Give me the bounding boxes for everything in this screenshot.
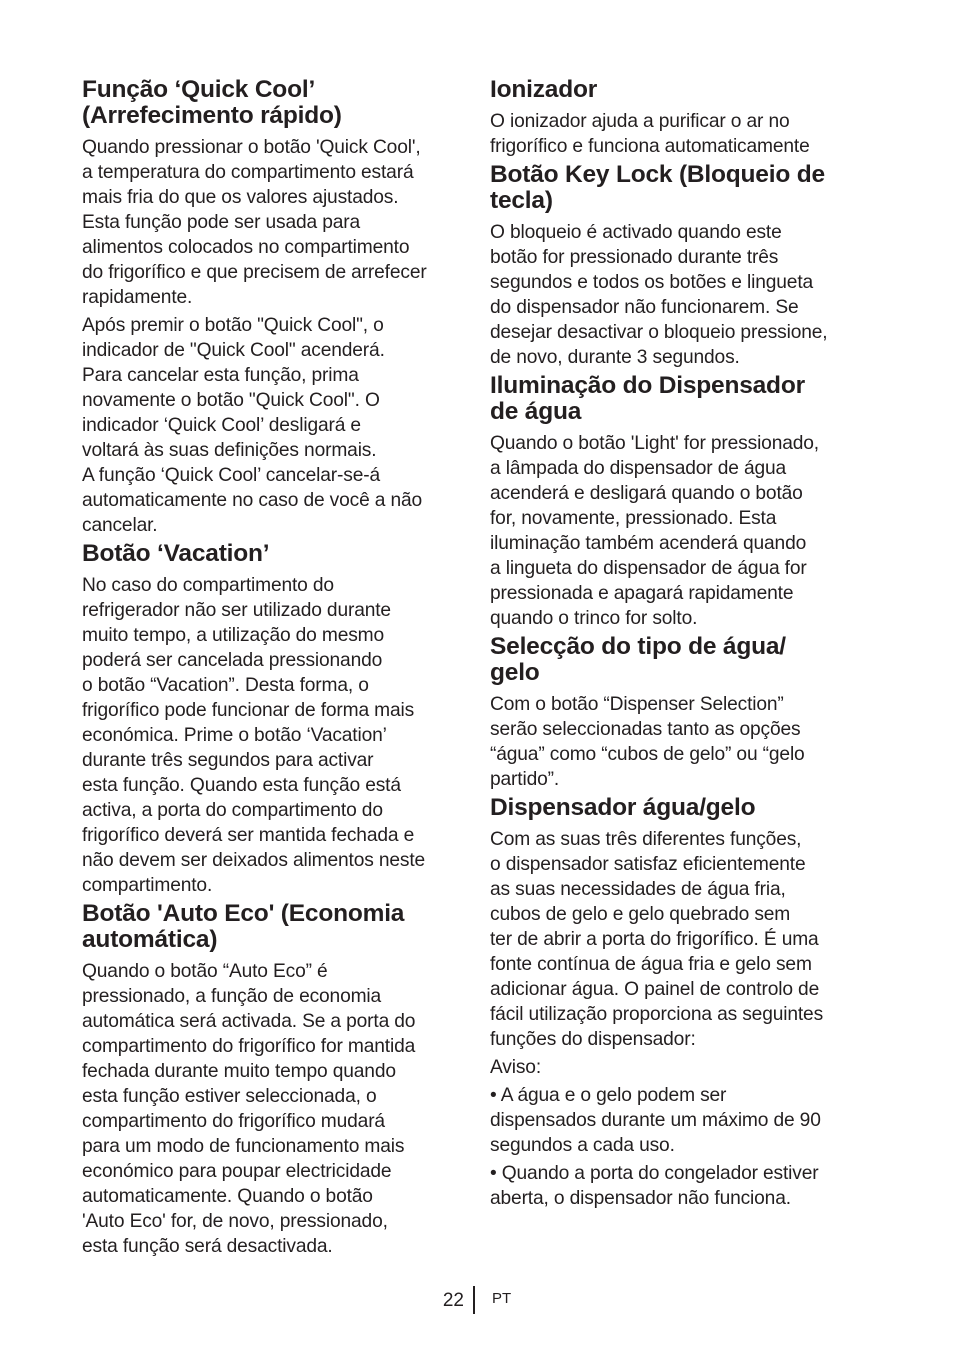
section-quick-cool (82, 77, 466, 538)
paragraph-quick-cool-2: Após premir o botão "Quick Cool", o indicador de "Quick Cool" acenderá. Para cancelar esta função, prima novamente o botão "Quick Cool". O indicador ‘Quick Cool’ desligará e voltará às suas definições normais. A função ‘Quick Cool’ cancelar-se-á automaticamente no caso de você a não cancelar. (82, 315, 423, 536)
paragraph-key-lock: O bloqueio é activado quando este botão for pressionado durante três segundos e todos os botões e lingueta do dispensador não funcionarem. Se desejar desactivar o bloqueio pressione, de novo, durante 3 segundos. (490, 222, 828, 368)
section-seleccao (490, 634, 874, 792)
language-code: PT (492, 1290, 512, 1307)
aviso-label: Aviso: (490, 1057, 542, 1078)
paragraph-iluminacao: Quando o botão 'Light' for pressionado, a lâmpada do dispensador de água acenderá e desligará quando o botão for, novamente, pressionado. Esta iluminação também acenderá quando a lingueta do dispensador de água for pressionada e apagará rapidamente quando o trinco for solto. (490, 433, 819, 629)
left-column (82, 77, 466, 1259)
paragraph-dispensador: Com as suas três diferentes funções, o dispensador satisfaz eficientemente as suas necessidades de água fria, cubos de gelo e gelo quebrado sem ter de abrir a porta do frigorífico. É uma fonte contínua de água fria e gelo sem adicionar água. O painel de controlo de fácil utilização proporciona as seguintes funções do dispensador: (490, 829, 824, 1050)
section-ionizador (490, 77, 874, 159)
bullet-item-2: • Quando a porta do congelador estiver aberta, o dispensador não funciona. (490, 1163, 819, 1209)
footer-divider (473, 1286, 475, 1314)
heading-seleccao: Selecção do tipo de água/ gelo (490, 633, 786, 686)
heading-key-lock: Botão Key Lock (Bloqueio de tecla) (490, 161, 825, 214)
heading-iluminacao: Iluminação do Dispensador de água (490, 372, 805, 425)
paragraph-ionizador: O ionizador ajuda a purificar o ar no frigorífico e funciona automaticamente (490, 111, 810, 157)
paragraph-seleccao: Com o botão “Dispenser Selection” serão seleccionadas tanto as opções “água” como “cubos de gelo” ou “gelo partido”. (490, 694, 805, 790)
paragraph-quick-cool-1: Quando pressionar o botão 'Quick Cool', a temperatura do compartimento estará mais fria do que os valores ajustados. Esta função pode ser usada para alimentos colocados no compartimento do frigorífico e que precisem de arrefecer rapidamente. (82, 137, 427, 308)
paragraph-vacation: No caso do compartimento do refrigerador não ser utilizado durante muito tempo, a utilização do mesmo poderá ser cancelada pressionando o botão “Vacation”. Desta forma, o frigorífico pode funcionar de forma mais económica. Prime o botão ‘Vacation’ durante três segundos para activar esta função. Quando esta função está activa, a porta do compartimento do frigorífico deverá ser mantida fechada e não devem ser deixados alimentos neste compartimento. (82, 575, 426, 896)
heading-ionizador: Ionizador (490, 76, 598, 103)
heading-dispensador: Dispensador água/gelo (490, 794, 756, 821)
heading-vacation: Botão ‘Vacation’ (82, 540, 270, 567)
page-number: 22 (442, 1290, 464, 1311)
section-vacation (82, 541, 466, 898)
page-footer (0, 1286, 954, 1316)
bullet-item-1: • A água e o gelo podem ser dispensados durante um máximo de 90 segundos a cada uso. (490, 1085, 821, 1156)
section-iluminacao (490, 373, 874, 631)
paragraph-auto-eco: Quando o botão “Auto Eco” é pressionado, a função de economia automática será activada. Se a porta do compartimento do frigorífico for mantida fechada durante muito tempo quando esta função estiver seleccionada, o compartimento do frigorífico mudará para um modo de funcionamento mais económico para poupar electricidade automaticamente. Quando o botão 'Auto Eco' for, de novo, pressionado, esta função será desactivada. (82, 961, 416, 1257)
right-column (490, 77, 874, 1211)
section-key-lock (490, 162, 874, 370)
section-auto-eco (82, 901, 466, 1259)
heading-quick-cool: Função ‘Quick Cool’ (Arrefecimento rápido) (82, 76, 342, 129)
section-dispensador (490, 795, 874, 1211)
heading-auto-eco: Botão 'Auto Eco' (Economia automática) (82, 900, 405, 953)
